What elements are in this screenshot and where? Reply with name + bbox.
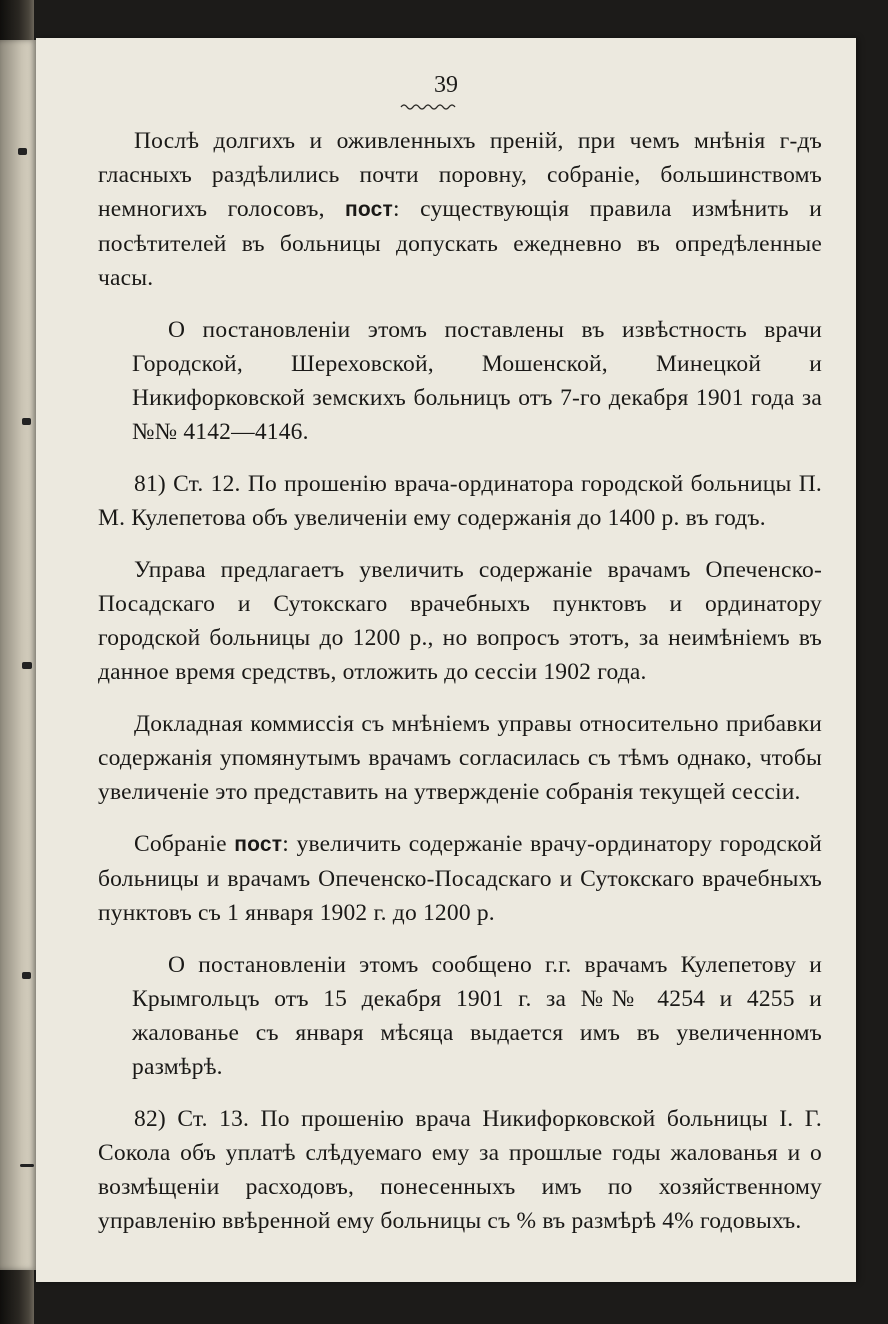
left-page-edge: [0, 40, 36, 1270]
paragraph-article-82: 82) Ст. 13. По прошенію врача Никифорковской больницы І. Г. Сокола объ уплатѣ слѣдуемаго ему за прошлые годы жалованья и о возмѣщеніи расходовъ, понесенныхъ имъ по хозяйственному управленію ввѣренной ему больницы съ % въ размѣрѣ 4% годовыхъ.: [98, 1106, 822, 1234]
resolution-abbrev: пост: [345, 198, 394, 221]
book-page: [36, 38, 856, 1282]
margin-mark: [22, 662, 32, 669]
page-number: 39: [434, 72, 458, 98]
resolution-abbrev: пост: [234, 833, 283, 856]
paragraph-text: Собраніе: [134, 831, 235, 857]
margin-mark: [22, 418, 31, 425]
paragraph-board-proposal: Управа предлагаетъ увеличить содержаніе врачамъ Опеченско-Посадскаго и Сутокскаго врачебныхъ пунктовъ и ординатору городской больницы до 1200 р., но вопросъ этотъ, за неимѣніемъ въ данное время средствъ, отложить до сессіи 1902 года.: [98, 557, 822, 685]
paragraph-text: : увеличить содержаніе врачу-ординатору городской больницы и врачамъ Опеченско-Посадскаго и Сутокскаго врачебныхъ пунктовъ съ 1 января 1902 г. до 1200 р.: [98, 831, 823, 926]
paragraph-notice-2: О постановленіи этомъ сообщено г.г. врачамъ Кулепетову и Крымгольцъ отъ 15 декабря 1901 г. за №№ 4254 и 4255 и жалованье съ января мѣсяца выдается имъ въ увеличенномъ размѣрѣ.: [132, 952, 822, 1080]
margin-mark: [20, 1164, 34, 1167]
paragraph-text: : существующія правила измѣнить и посѣтителей въ больницы допускать ежедневно въ опредѣленные часы.: [98, 196, 822, 291]
paragraph-resolution: [98, 827, 822, 930]
page-text: [98, 124, 822, 1238]
paragraph-commission: Докладная коммиссія съ мнѣніемъ управы относительно прибавки содержанія упомянутымъ врачамъ согласилась съ тѣмъ однако, чтобы увеличеніе это представить на утвержденіе собранія текущей сессіи.: [98, 711, 822, 805]
paragraph-notice-1: О постановленіи этомъ поставлены въ извѣстность врачи Городской, Шереховской, Мошенской, Минецкой и Никифорковской земскихъ больницъ отъ 7-го декабря 1901 года за №№ 4142—4146.: [132, 317, 822, 445]
wavy-ornament-icon: [400, 102, 456, 110]
paragraph-article-81: 81) Ст. 12. По прошенію врача-ординатора городской больницы П. М. Кулепетова объ увеличеніи ему содержанія до 1400 р. въ годъ.: [98, 471, 822, 531]
paragraph-debate: [98, 124, 822, 295]
margin-mark: [22, 972, 31, 979]
margin-mark: [18, 148, 27, 155]
paragraph-text: Послѣ долгихъ и оживленныхъ преній, при чемъ мнѣнія г-дъ гласныхъ раздѣлились почти поровну, собраніе, большинствомъ немногихъ голосовъ,: [98, 128, 822, 222]
